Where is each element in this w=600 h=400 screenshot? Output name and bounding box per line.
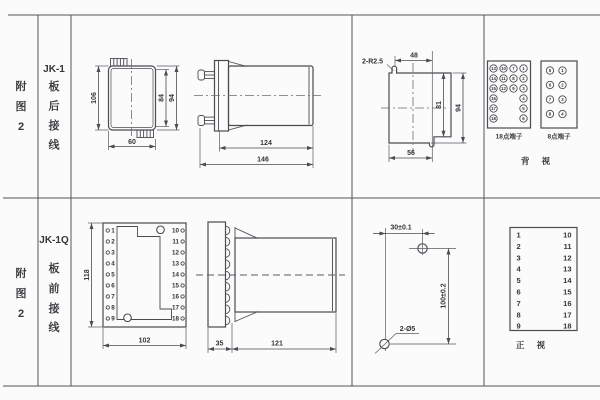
terminal-number: 11 [563, 241, 572, 251]
terminal-number: 16 [563, 298, 572, 308]
jk1-side-view-drawing [194, 61, 321, 169]
front-table-numbers [517, 231, 573, 331]
dim-121: 121 [271, 340, 283, 348]
dim-124: 124 [260, 140, 272, 147]
dim-94: 94 [169, 94, 176, 102]
terminal-number: 10 [501, 66, 506, 72]
label-8pt: 8点端子 [547, 133, 571, 141]
pin-circle [106, 262, 109, 265]
terminal-number: 14 [491, 76, 496, 82]
pin-circle [181, 229, 184, 232]
terminal-number: 8 [516, 310, 521, 320]
terminal-number: 17 [171, 304, 179, 312]
front-terminal-table [510, 228, 577, 331]
terminal-bump [226, 237, 230, 246]
terminal-number: 16 [171, 293, 179, 301]
dim-48: 48 [410, 52, 418, 60]
terminal-bump [226, 226, 230, 235]
terminal-number: 1 [111, 227, 115, 235]
figure-char: 附 [15, 81, 27, 93]
mounting-hole-bottom [124, 314, 132, 322]
row1-model-label [43, 64, 65, 152]
model-name: JK-1Q [39, 235, 69, 246]
terminal-number: 12 [563, 253, 572, 263]
terminal-number: 13 [563, 264, 572, 274]
wiring-char: 板 [48, 81, 60, 93]
terminal-number: 2 [522, 76, 525, 82]
terminal-number: 5 [522, 106, 525, 112]
mounting-screw-top [198, 70, 215, 80]
terminal-number: 8 [111, 304, 115, 312]
terminal-block-8pt [541, 61, 577, 141]
terminal-number: 9 [111, 315, 115, 323]
terminal-number: 5 [516, 276, 521, 286]
model-name: JK-1 [43, 64, 65, 75]
terminal-number: 16 [491, 96, 496, 102]
back-view-label: 背 视 [520, 156, 556, 166]
terminal-number: 7 [516, 298, 521, 308]
mounting-screw-bottom [198, 116, 215, 126]
front-view-terminals [106, 228, 184, 323]
pin-circle [106, 251, 109, 254]
terminal-bump [226, 260, 230, 269]
terminal-number: 15 [491, 86, 496, 92]
terminal-bump [226, 282, 230, 291]
terminal-bump [226, 249, 230, 258]
dim-106: 106 [91, 92, 98, 104]
pin-circle [181, 251, 184, 254]
pin-circle [181, 284, 184, 287]
wiring-char: 后 [48, 100, 60, 113]
pin-circle [181, 240, 184, 243]
terminal-number: 1 [522, 66, 525, 72]
terminal-number: 4 [522, 96, 525, 102]
terminal-number: 14 [563, 276, 572, 286]
terminal-number: 3 [111, 249, 115, 257]
terminal-number: 11 [501, 76, 506, 82]
terminal-number: 18 [171, 315, 179, 323]
mounting-hole-top [157, 226, 165, 234]
terminal-number: 9 [512, 86, 515, 92]
terminal-bump [226, 305, 230, 314]
terminal-number: 6 [548, 82, 552, 88]
wiring-char: 线 [48, 139, 60, 152]
wiring-char: 线 [48, 322, 60, 334]
row2-figure-label [16, 266, 27, 320]
pin-circle [181, 273, 184, 276]
terminal-grid-18 [490, 65, 527, 122]
wiring-char: 接 [48, 303, 60, 315]
drill-pattern-drawing [373, 225, 456, 354]
row1-figure-label [16, 79, 27, 133]
figure-char: 图 [15, 101, 27, 113]
terminal-number: 6 [516, 287, 521, 297]
terminal-number: 5 [548, 68, 552, 74]
label-18pt: 18点端子 [495, 133, 523, 141]
terminal-number: 4 [516, 264, 521, 274]
pin-circle [106, 295, 109, 298]
terminal-number: 2 [516, 241, 521, 251]
dim-94-cutout: 94 [455, 104, 463, 112]
terminal-number: 10 [563, 230, 572, 240]
terminal-number: 13 [491, 66, 496, 72]
terminal-bump [226, 316, 230, 325]
terminal-number: 1 [516, 230, 521, 240]
pin-circle [181, 295, 184, 298]
terminal-number: 2 [561, 82, 564, 88]
pin-circle [106, 306, 109, 309]
terminal-number: 11 [172, 238, 179, 246]
terminal-number: 7 [111, 293, 115, 301]
pin-circle [181, 317, 184, 320]
terminal-number: 4 [561, 111, 564, 117]
pin-circle [106, 284, 109, 287]
figure-char: 附 [15, 268, 27, 280]
notch-callout: 2-R2.5 [362, 58, 384, 66]
dim-35: 35 [215, 340, 224, 348]
pin-circle [181, 262, 184, 265]
pin-circle [106, 229, 109, 232]
terminal-number: 7 [548, 97, 552, 103]
pin-circle [106, 317, 109, 320]
row2-model-label [39, 235, 69, 334]
terminal-number: 12 [171, 249, 179, 257]
terminal-number: 10 [171, 227, 179, 235]
jk1q-front-view-drawing [84, 223, 186, 349]
terminal-number: 8 [512, 76, 515, 82]
figure-char: 图 [15, 288, 27, 300]
terminal-number: 3 [561, 97, 564, 103]
terminal-number: 2 [111, 238, 115, 246]
terminal-bump [226, 294, 230, 303]
terminal-number: 14 [171, 271, 179, 279]
terminal-number: 17 [563, 310, 572, 320]
dim-60: 60 [128, 139, 136, 146]
dim-118: 118 [84, 269, 91, 281]
top-terminal-block [111, 59, 128, 67]
wiring-char: 板 [48, 263, 60, 275]
terminal-number: 3 [516, 253, 521, 263]
wiring-char: 前 [48, 283, 60, 295]
terminal-number: 5 [111, 271, 115, 279]
dim-81: 81 [436, 101, 443, 109]
terminal-number: 8 [548, 111, 552, 117]
bottom-terminal-block [137, 130, 154, 138]
terminal-number: 6 [522, 116, 525, 122]
terminal-number: 12 [501, 86, 506, 92]
dim-146: 146 [257, 156, 269, 164]
terminal-number: 4 [111, 260, 115, 268]
dim-30: 30±0.1 [390, 224, 412, 232]
terminal-number: 7 [512, 66, 515, 72]
pin-circle [106, 273, 109, 276]
dim-56: 56 [407, 150, 415, 157]
wiring-char: 接 [48, 120, 60, 132]
figure-char: 2 [17, 308, 25, 320]
terminal-block-18pt [488, 61, 531, 141]
jk1-panel-cutout-drawing [362, 51, 467, 162]
terminal-grid-8 [546, 67, 566, 118]
terminal-number: 13 [171, 260, 179, 268]
holes-callout: 2-Ø5 [399, 326, 416, 333]
terminal-number: 15 [171, 282, 179, 290]
pin-circle [181, 306, 184, 309]
terminal-number: 18 [563, 321, 572, 331]
figure-char: 2 [17, 121, 25, 133]
jk1-rear-view-drawing [91, 59, 180, 151]
pin-circle [106, 240, 109, 243]
terminal-number: 18 [491, 116, 496, 122]
terminal-number: 3 [522, 86, 525, 92]
dim-102: 102 [138, 337, 151, 345]
dim-100: 100±0.2 [440, 283, 448, 309]
terminal-number: 17 [491, 106, 496, 112]
terminal-number: 6 [111, 282, 115, 290]
jk1q-side-view-drawing [196, 222, 345, 353]
front-view-label: 正 视 [515, 340, 551, 350]
terminal-number: 15 [563, 287, 572, 297]
terminal-number: 1 [561, 68, 564, 74]
dim-84: 84 [158, 94, 166, 102]
terminal-number: 9 [516, 321, 521, 331]
